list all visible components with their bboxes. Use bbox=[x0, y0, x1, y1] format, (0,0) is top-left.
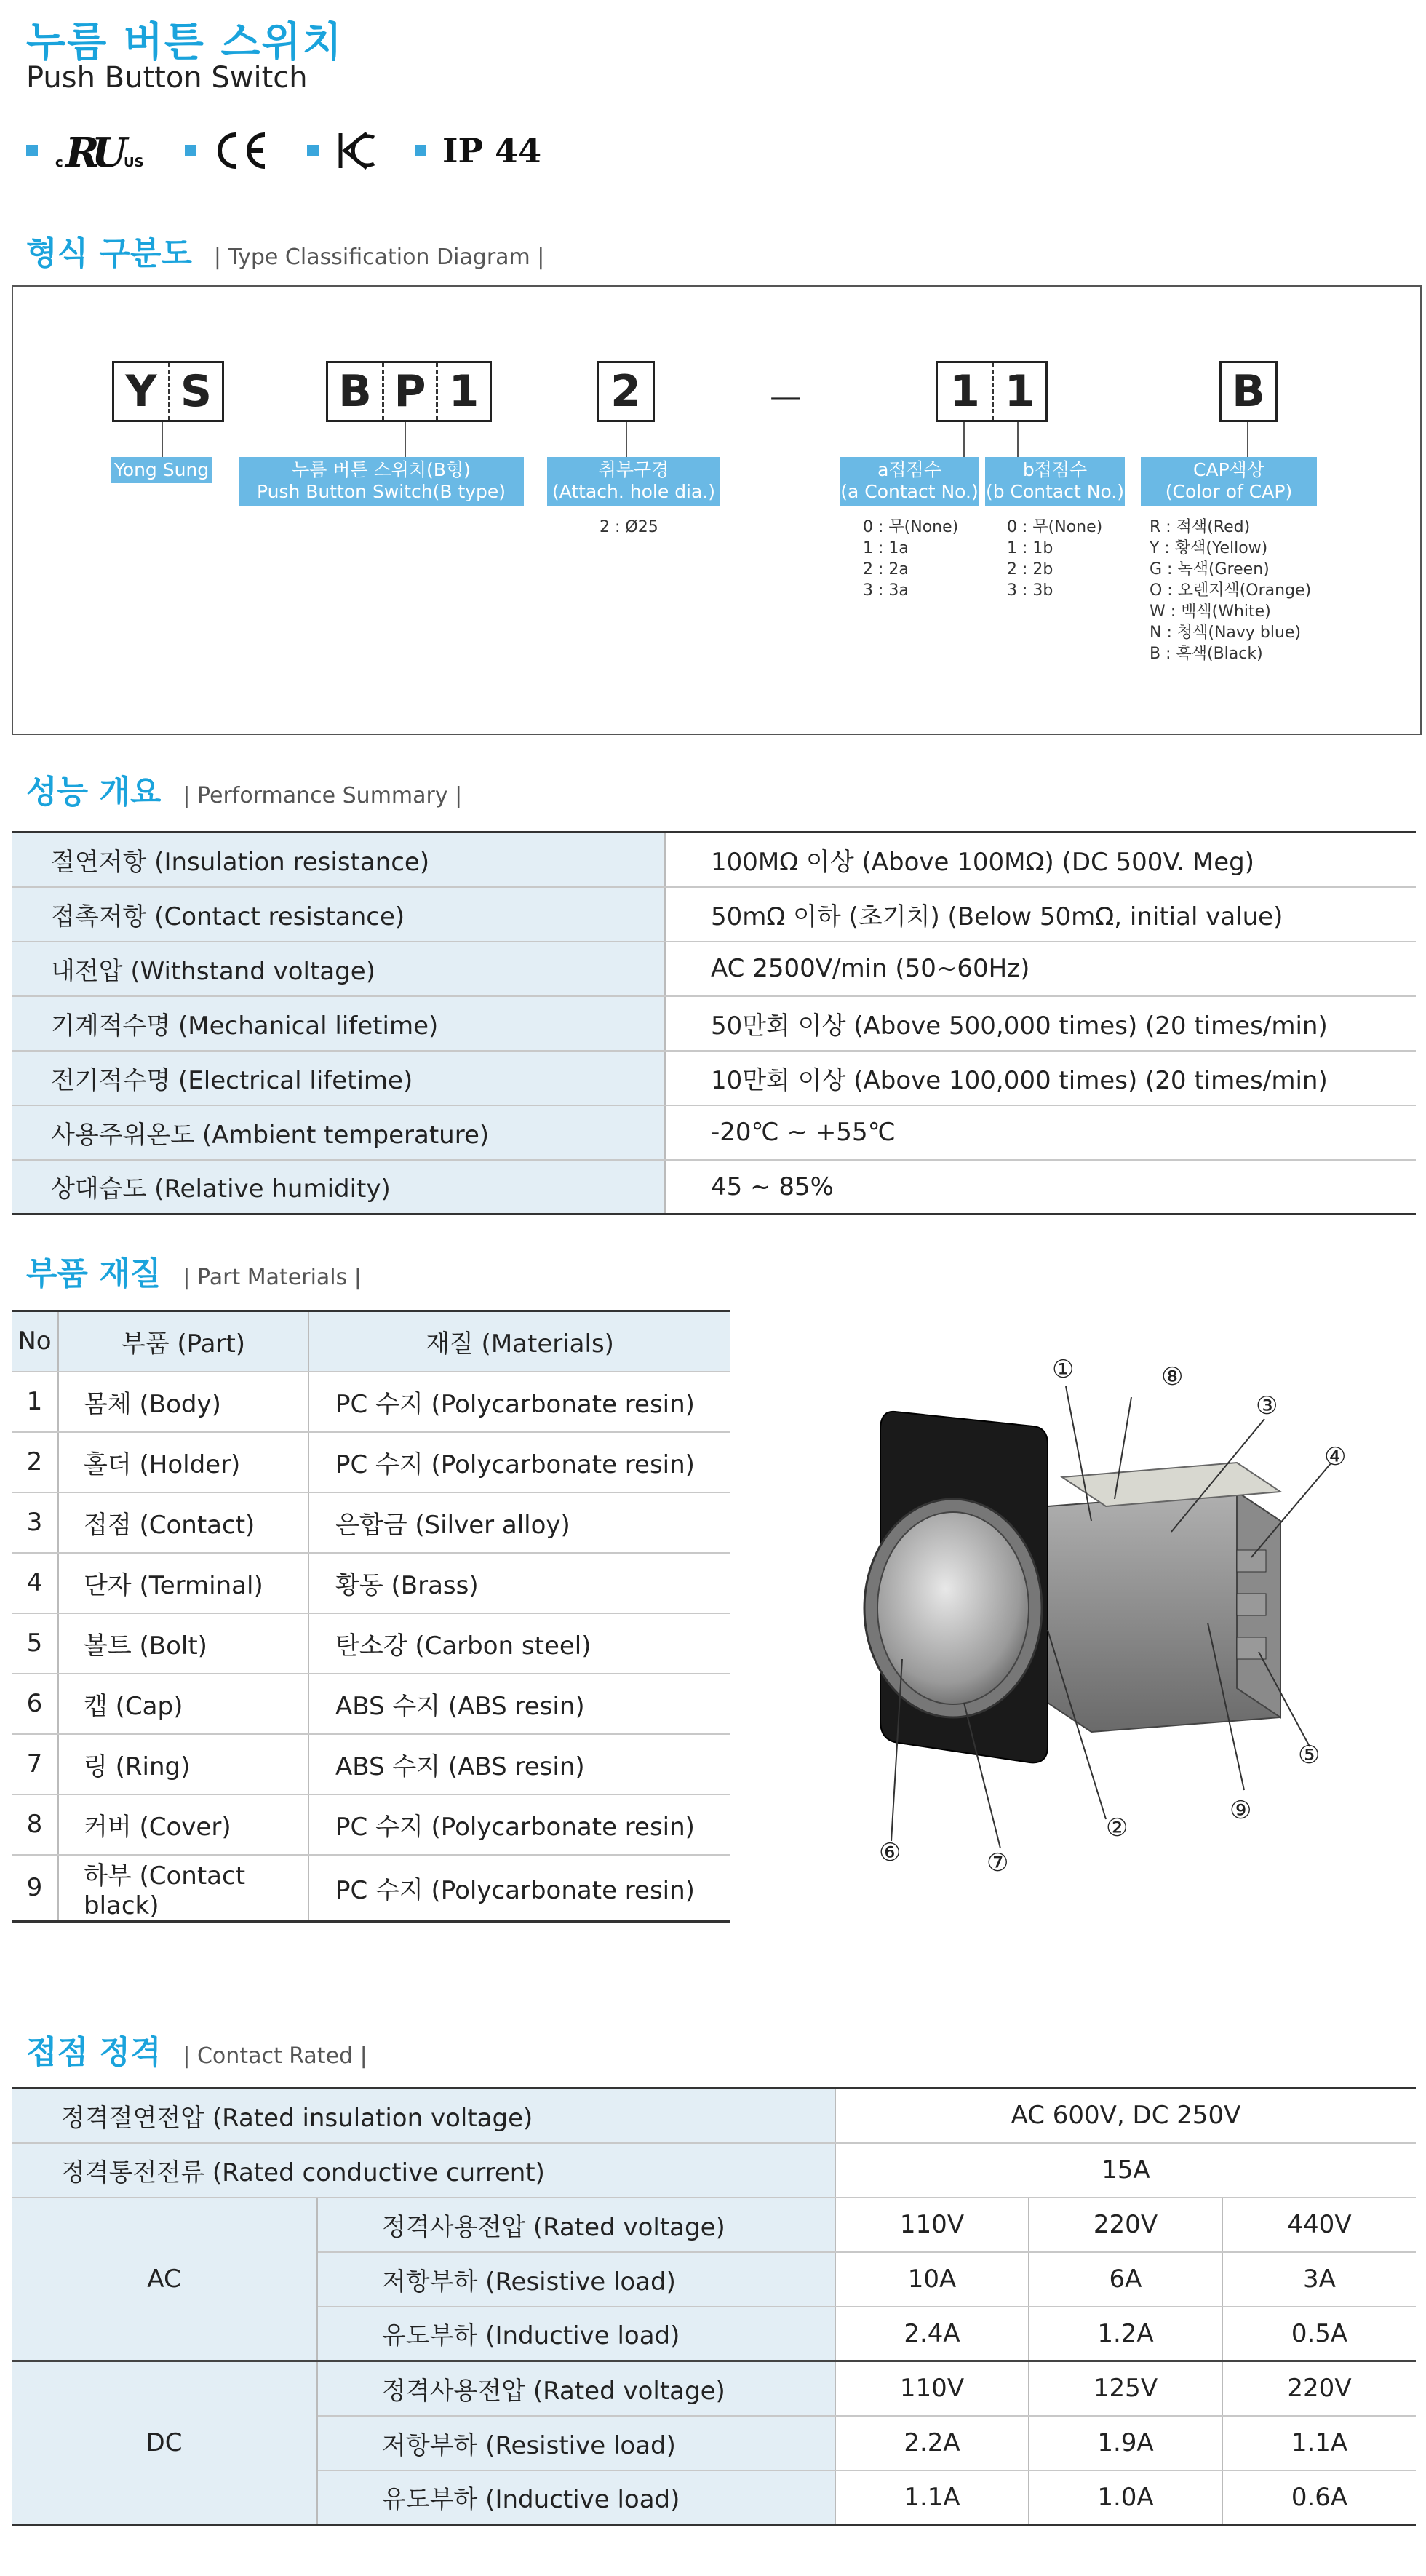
label-text: CAP색상 bbox=[1193, 459, 1264, 480]
perf-key: 전기적수명 (Electrical lifetime) bbox=[12, 1051, 665, 1105]
callout-3: ③ bbox=[1256, 1391, 1278, 1420]
perf-key: 사용주위온도 (Ambient temperature) bbox=[12, 1105, 665, 1160]
perf-value: AC 2500V/min (50~60Hz) bbox=[665, 942, 1416, 996]
rated-key: 정격절연전압 (Rated insulation voltage) bbox=[12, 2088, 835, 2143]
connector-line bbox=[1017, 422, 1019, 457]
perf-key: 절연저항 (Insulation resistance) bbox=[12, 832, 665, 887]
part-material: ABS 수지 (ABS resin) bbox=[308, 1674, 730, 1734]
label-text: Yong Sung bbox=[113, 459, 210, 480]
rated-cell: 3A bbox=[1222, 2252, 1416, 2307]
section-title-en: | Contact Rated | bbox=[183, 2043, 367, 2069]
table-row bbox=[12, 996, 1416, 1051]
table-row bbox=[12, 1855, 730, 1922]
svg-text:R: R bbox=[65, 129, 100, 172]
label-text: b접점수 bbox=[1022, 459, 1088, 480]
label-cap-color bbox=[1141, 457, 1317, 506]
part-material: ABS 수지 (ABS resin) bbox=[308, 1734, 730, 1794]
section-title-en: | Type Classification Diagram | bbox=[213, 245, 545, 270]
svg-text:US: US bbox=[124, 155, 144, 170]
connector-line bbox=[626, 422, 627, 457]
b-contact-options: 0 : 무(None) 1 : 1b 2 : 2b 3 : 3b bbox=[1007, 518, 1103, 600]
table-row bbox=[12, 1432, 730, 1492]
section-title-en: | Performance Summary | bbox=[183, 783, 463, 808]
code-char: 1 bbox=[949, 366, 980, 417]
perf-key: 접촉저항 (Contact resistance) bbox=[12, 887, 665, 942]
part-name: 볼트 (Bolt) bbox=[58, 1613, 308, 1674]
perf-value: 50만회 이상 (Above 500,000 times) (20 times/min) bbox=[665, 996, 1416, 1051]
page-subtitle: Push Button Switch bbox=[26, 61, 308, 95]
label-text: 누름 버튼 스위치(B형) bbox=[292, 459, 471, 480]
table-row bbox=[12, 1051, 1416, 1105]
page-title: 누름 버튼 스위치 bbox=[26, 19, 343, 66]
ce-cert-icon bbox=[212, 129, 271, 172]
table-row bbox=[12, 2088, 1416, 2143]
bullet-icon bbox=[185, 145, 196, 156]
rated-subkey: 저항부하 (Resistive load) bbox=[317, 2252, 835, 2307]
part-name: 링 (Ring) bbox=[58, 1734, 308, 1794]
perf-key: 기계적수명 (Mechanical lifetime) bbox=[12, 996, 665, 1051]
label-text: (b Contact No.) bbox=[985, 481, 1125, 502]
rated-cell: 1.2A bbox=[1029, 2307, 1222, 2361]
table-header-row bbox=[12, 1311, 730, 1372]
rated-key: 정격통전전류 (Rated conductive current) bbox=[12, 2143, 835, 2198]
col-header-material: 재질 (Materials) bbox=[308, 1311, 730, 1372]
rated-cell: 1.1A bbox=[835, 2470, 1029, 2525]
code-ys bbox=[112, 361, 224, 422]
section-title-en: | Part Materials | bbox=[183, 1265, 362, 1290]
code-bp1 bbox=[326, 361, 492, 422]
label-yongsung bbox=[111, 457, 212, 483]
rated-subkey: 저항부하 (Resistive load) bbox=[317, 2416, 835, 2470]
code-contacts bbox=[936, 361, 1048, 422]
part-name: 커버 (Cover) bbox=[58, 1794, 308, 1855]
part-material: 황동 (Brass) bbox=[308, 1553, 730, 1613]
part-material: PC 수지 (Polycarbonate resin) bbox=[308, 1372, 730, 1432]
ul-cert-icon bbox=[54, 129, 148, 172]
code-char: P bbox=[382, 363, 436, 420]
table-row bbox=[12, 2143, 1416, 2198]
part-material: PC 수지 (Polycarbonate resin) bbox=[308, 1432, 730, 1492]
cert-ul bbox=[26, 129, 148, 172]
mat-section-heading bbox=[26, 1247, 362, 1294]
part-no: 9 bbox=[12, 1855, 58, 1922]
materials-table bbox=[12, 1310, 730, 1923]
table-row bbox=[12, 1674, 730, 1734]
cert-ce bbox=[185, 129, 271, 172]
part-name: 접점 (Contact) bbox=[58, 1492, 308, 1553]
table-row bbox=[12, 1613, 730, 1674]
perf-value: 50mΩ 이하 (초기치) (Below 50mΩ, initial value) bbox=[665, 887, 1416, 942]
callout-2: ② bbox=[1106, 1813, 1128, 1842]
part-name: 몸체 (Body) bbox=[58, 1372, 308, 1432]
rated-cell: 1.9A bbox=[1029, 2416, 1222, 2470]
rated-cell: 2.4A bbox=[835, 2307, 1029, 2361]
table-row bbox=[12, 2198, 1416, 2252]
connector-line bbox=[1247, 422, 1248, 457]
rated-subkey: 유도부하 (Inductive load) bbox=[317, 2470, 835, 2525]
callout-9: ⑨ bbox=[1230, 1796, 1252, 1825]
perf-value: -20℃ ~ +55℃ bbox=[665, 1105, 1416, 1160]
label-text: a접점수 bbox=[877, 459, 941, 480]
code-char: 1 bbox=[992, 363, 1045, 420]
performance-table bbox=[12, 831, 1416, 1215]
perf-section-heading bbox=[26, 766, 462, 812]
bullet-icon bbox=[26, 145, 38, 156]
callout-6: ⑥ bbox=[879, 1838, 901, 1867]
callout-7: ⑦ bbox=[987, 1848, 1009, 1877]
table-row bbox=[12, 1372, 730, 1432]
perf-value: 10만회 이상 (Above 100,000 times) (20 times/min) bbox=[665, 1051, 1416, 1105]
label-text: (Color of CAP) bbox=[1165, 481, 1293, 502]
code-char: S bbox=[168, 363, 222, 420]
label-hole-dia bbox=[547, 457, 720, 506]
code-char: 1 bbox=[436, 363, 490, 420]
table-row bbox=[12, 1734, 730, 1794]
col-header-no: No bbox=[12, 1311, 58, 1372]
part-no: 3 bbox=[12, 1492, 58, 1553]
rated-subkey: 정격사용전압 (Rated voltage) bbox=[317, 2198, 835, 2252]
rated-section-heading bbox=[26, 2026, 367, 2072]
rated-cell: 110V bbox=[835, 2361, 1029, 2416]
col-header-part: 부품 (Part) bbox=[58, 1311, 308, 1372]
rated-cell: 220V bbox=[1029, 2198, 1222, 2252]
table-row bbox=[12, 1794, 730, 1855]
label-a-contact bbox=[840, 457, 979, 506]
part-material: 탄소강 (Carbon steel) bbox=[308, 1613, 730, 1674]
code-hole bbox=[597, 361, 655, 422]
label-b-contact bbox=[985, 457, 1125, 506]
connector-line bbox=[963, 422, 965, 457]
part-no: 6 bbox=[12, 1674, 58, 1734]
svg-text:c: c bbox=[55, 155, 63, 170]
table-row bbox=[12, 1160, 1416, 1215]
code-char: B bbox=[1232, 366, 1265, 417]
part-material: PC 수지 (Polycarbonate resin) bbox=[308, 1794, 730, 1855]
perf-key: 상대습도 (Relative humidity) bbox=[12, 1160, 665, 1215]
table-row bbox=[12, 832, 1416, 887]
part-name: 캡 (Cap) bbox=[58, 1674, 308, 1734]
part-no: 5 bbox=[12, 1613, 58, 1674]
section-title-ko: 부품 재질 bbox=[26, 1255, 162, 1292]
callout-1: ① bbox=[1052, 1355, 1075, 1384]
rated-cell: 1.0A bbox=[1029, 2470, 1222, 2525]
label-text: Push Button Switch(B type) bbox=[256, 481, 506, 502]
rated-cell: 110V bbox=[835, 2198, 1029, 2252]
hole-options: 2 : Ø25 bbox=[600, 518, 658, 536]
rated-subkey: 유도부하 (Inductive load) bbox=[317, 2307, 835, 2361]
rated-group-ac: AC bbox=[12, 2198, 317, 2361]
part-name: 하부 (Contact black) bbox=[58, 1855, 308, 1922]
callout-8: ⑧ bbox=[1161, 1362, 1184, 1391]
label-text: (a Contact No.) bbox=[840, 481, 979, 502]
perf-value: 45 ~ 85% bbox=[665, 1160, 1416, 1215]
table-row bbox=[12, 1553, 730, 1613]
rated-cell: 440V bbox=[1222, 2198, 1416, 2252]
section-title-ko: 접점 정격 bbox=[26, 2034, 162, 2071]
cert-ip bbox=[415, 131, 541, 170]
type-section-heading bbox=[26, 227, 544, 274]
perf-value: 100MΩ 이상 (Above 100MΩ) (DC 500V. Meg) bbox=[665, 832, 1416, 887]
connector-line bbox=[405, 422, 406, 457]
part-no: 1 bbox=[12, 1372, 58, 1432]
part-no: 2 bbox=[12, 1432, 58, 1492]
part-no: 4 bbox=[12, 1553, 58, 1613]
svg-text:U: U bbox=[92, 129, 127, 172]
a-contact-options: 0 : 무(None) 1 : 1a 2 : 2a 3 : 3a bbox=[863, 518, 959, 600]
rated-subkey: 정격사용전압 (Rated voltage) bbox=[317, 2361, 835, 2416]
code-char: Y bbox=[125, 366, 157, 417]
cert-kc bbox=[307, 129, 378, 172]
code-char: B bbox=[338, 366, 372, 417]
code-cap bbox=[1219, 361, 1278, 422]
bullet-icon bbox=[307, 145, 319, 156]
table-row bbox=[12, 2361, 1416, 2416]
rated-value: AC 600V, DC 250V bbox=[835, 2088, 1416, 2143]
section-title-ko: 형식 구분도 bbox=[26, 235, 192, 272]
rated-cell: 0.5A bbox=[1222, 2307, 1416, 2361]
table-row bbox=[12, 942, 1416, 996]
rated-cell: 1.1A bbox=[1222, 2416, 1416, 2470]
rated-value: 15A bbox=[835, 2143, 1416, 2198]
callout-5: ⑤ bbox=[1298, 1741, 1321, 1770]
contact-rated-table bbox=[12, 2087, 1416, 2526]
part-name: 홀더 (Holder) bbox=[58, 1432, 308, 1492]
cap-color-options: R : 적색(Red) Y : 황색(Yellow) G : 녹색(Green) O : 오렌지색(Orange) W : 백색(White) N : 청색(Navy blue) B : 흑색(Black) bbox=[1150, 518, 1312, 663]
rated-cell: 125V bbox=[1029, 2361, 1222, 2416]
table-row bbox=[12, 887, 1416, 942]
label-text: 취부구경 bbox=[598, 459, 669, 480]
table-row bbox=[12, 1492, 730, 1553]
bullet-icon bbox=[415, 145, 426, 156]
certification-row bbox=[26, 125, 578, 176]
code-char: 2 bbox=[610, 366, 641, 417]
type-diagram bbox=[12, 285, 1422, 735]
callout-4: ④ bbox=[1324, 1442, 1347, 1471]
part-material: PC 수지 (Polycarbonate resin) bbox=[308, 1855, 730, 1922]
product-illustration bbox=[829, 1339, 1397, 1885]
rated-cell: 6A bbox=[1029, 2252, 1222, 2307]
rated-cell: 2.2A bbox=[835, 2416, 1029, 2470]
code-dash: — bbox=[770, 378, 802, 416]
part-no: 7 bbox=[12, 1734, 58, 1794]
connector-line bbox=[162, 422, 163, 457]
rated-group-dc: DC bbox=[12, 2361, 317, 2525]
part-no: 8 bbox=[12, 1794, 58, 1855]
part-name: 단자 (Terminal) bbox=[58, 1553, 308, 1613]
label-push-button bbox=[239, 457, 524, 506]
rated-cell: 0.6A bbox=[1222, 2470, 1416, 2525]
section-title-ko: 성능 개요 bbox=[26, 774, 162, 811]
part-material: 은합금 (Silver alloy) bbox=[308, 1492, 730, 1553]
label-text: (Attach. hole dia.) bbox=[551, 481, 716, 502]
rated-cell: 220V bbox=[1222, 2361, 1416, 2416]
kc-cert-icon bbox=[335, 129, 378, 172]
ip-rating: IP 44 bbox=[442, 131, 542, 170]
table-row bbox=[12, 1105, 1416, 1160]
perf-key: 내전압 (Withstand voltage) bbox=[12, 942, 665, 996]
rated-cell: 10A bbox=[835, 2252, 1029, 2307]
